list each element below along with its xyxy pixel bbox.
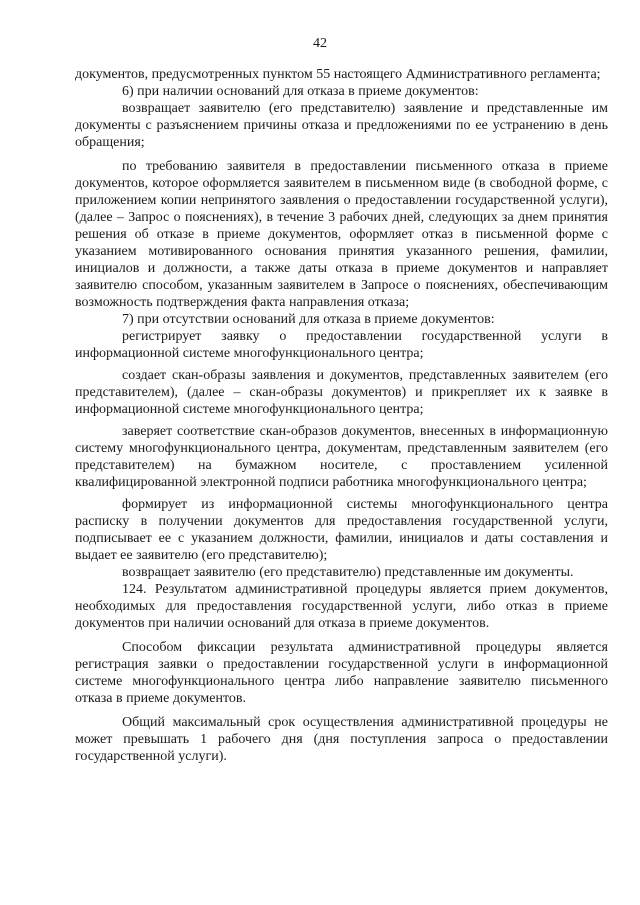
paragraph-item-7: 7) при отсутствии оснований для отказа в приеме документов: bbox=[122, 312, 495, 327]
paragraph-register-application: регистрирует заявку о предоставлении государственной услуги в информационной системе многофункционального центра; bbox=[75, 329, 608, 361]
paragraph-return-originals: возвращает заявителю (его представителю) представленные им документы. bbox=[122, 565, 574, 580]
paragraph-return-documents: возвращает заявителю (его представителю) заявление и представленные им документы с разъяснением причины отказа и предложениями по ее устранению в день обращения; bbox=[75, 101, 608, 150]
paragraph-certify-scans: заверяет соответствие скан-образов документов, внесенных в информационную систему многофункционального центра, документам, представленным заявителем (его представителем) на бумажном носителе, с проставлением усиленной квалифицированной электронной подписи работника многофункционального центра; bbox=[75, 424, 608, 490]
page-number: 42 bbox=[313, 36, 327, 51]
paragraph-continuation: документов, предусмотренных пунктом 55 настоящего Административного регламента; bbox=[75, 67, 601, 82]
paragraph-fixation-method: Способом фиксации результата административной процедуры является регистрация заявки о предоставлении государственной услуги в информационной системе многофункционального центра либо направление заявителю письменного отказа в приеме документов. bbox=[75, 640, 608, 706]
paragraph-max-term: Общий максимальный срок осуществления административной процедуры не может превышать 1 рабочего дня (дня поступления запроса о предоставлении государственной услуги). bbox=[75, 715, 608, 764]
paragraph-form-receipt: формирует из информационной системы многофункционального центра расписку в получении документов для предоставления государственной услуги, подписывает ее с указанием должности, фамилии, инициалов и даты составления и выдает ее заявителю (его представителю); bbox=[75, 497, 608, 563]
paragraph-item-124: 124. Результатом административной процедуры является прием документов, необходимых для предоставления государственной услуги, либо отказ в приеме документов при наличии оснований для отказа в приеме документов. bbox=[75, 582, 608, 631]
document-body bbox=[75, 66, 608, 765]
paragraph-written-refusal: по требованию заявителя в предоставлении письменного отказа в приеме документов, которое оформляется заявителем в письменном виде (в свободной форме, с приложением копии непринятого заявления о предоставлении государственной услуги), (далее – Запрос о пояснениях), в течение 3 рабочих дней, следующих за днем принятия решения об отказе в приеме документов, оформляет отказ в письменной форме с указанием мотивированного основания принятия указанного решения, фамилии, инициалов и должности, а также даты отказа в приеме документов и направляет заявителю способом, указанным заявителем в Запросе о пояснениях, обеспечивающим возможность подтверждения факта направления отказа; bbox=[75, 159, 608, 310]
paragraph-item-6: 6) при наличии оснований для отказа в приеме документов: bbox=[122, 84, 479, 99]
paragraph-create-scans: создает скан-образы заявления и документов, представленных заявителем (его представителем), (далее – скан-образы документов) и прикрепляет их к заявке в информационной системе многофункционального центра; bbox=[75, 368, 608, 417]
